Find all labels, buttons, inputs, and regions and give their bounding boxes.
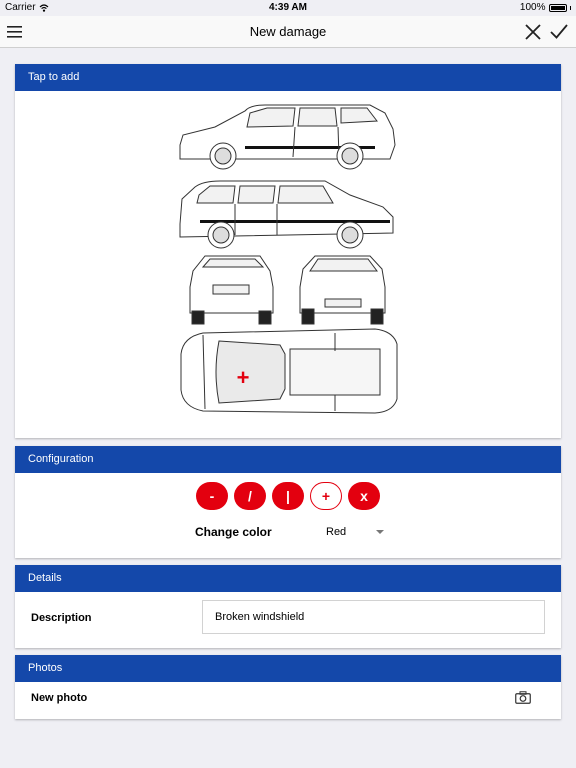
marker-tools [15,482,561,510]
tool-minus-button[interactable]: - [196,482,228,510]
car-side-view-left[interactable] [180,105,395,169]
tool-plus-button[interactable]: + [310,482,342,510]
photos-card-header: Photos [15,655,561,682]
configuration-card-header: Configuration [15,446,561,473]
battery-indicator [520,2,571,13]
damage-marker[interactable]: + [236,365,250,390]
color-select-value: Red [326,526,347,538]
details-card-header: Details [15,565,561,592]
description-field[interactable] [202,600,545,634]
battery-tip [570,6,572,10]
nav-actions [523,22,569,42]
close-icon [523,22,543,42]
color-select[interactable] [326,524,386,540]
car-top-view[interactable] [181,329,397,413]
car-front-view[interactable] [300,256,385,324]
car-rear-view[interactable] [190,256,273,324]
tool-slash-button[interactable]: / [234,482,266,510]
tool-bar-button[interactable]: | [272,482,304,510]
status-bar [0,0,576,16]
checkmark-icon [549,22,569,42]
change-color-label: Change color [195,525,272,539]
damage-diagram-card [15,64,561,438]
status-time: 4:39 AM [269,2,307,13]
camera-icon[interactable] [515,691,531,704]
car-diagram[interactable] [175,99,415,419]
save-button[interactable] [549,22,569,42]
navigation-bar [0,16,576,48]
carrier-label: Carrier [5,2,36,13]
battery-percent: 100% [519,2,546,13]
tool-x-button[interactable]: x [348,482,380,510]
description-value: Broken windshield [215,611,305,623]
photos-card [15,655,561,719]
configuration-card [15,446,561,558]
chevron-down-icon [376,530,384,534]
hamburger-menu-icon[interactable] [6,24,24,40]
car-side-view-right[interactable] [180,181,393,248]
battery-icon [549,4,567,12]
description-label: Description [31,612,92,624]
new-photo-label: New photo [31,692,88,704]
cancel-button[interactable] [523,22,543,42]
diagram-card-header: Tap to add [15,64,561,91]
details-card [15,565,561,648]
page-title: New damage [249,24,327,39]
